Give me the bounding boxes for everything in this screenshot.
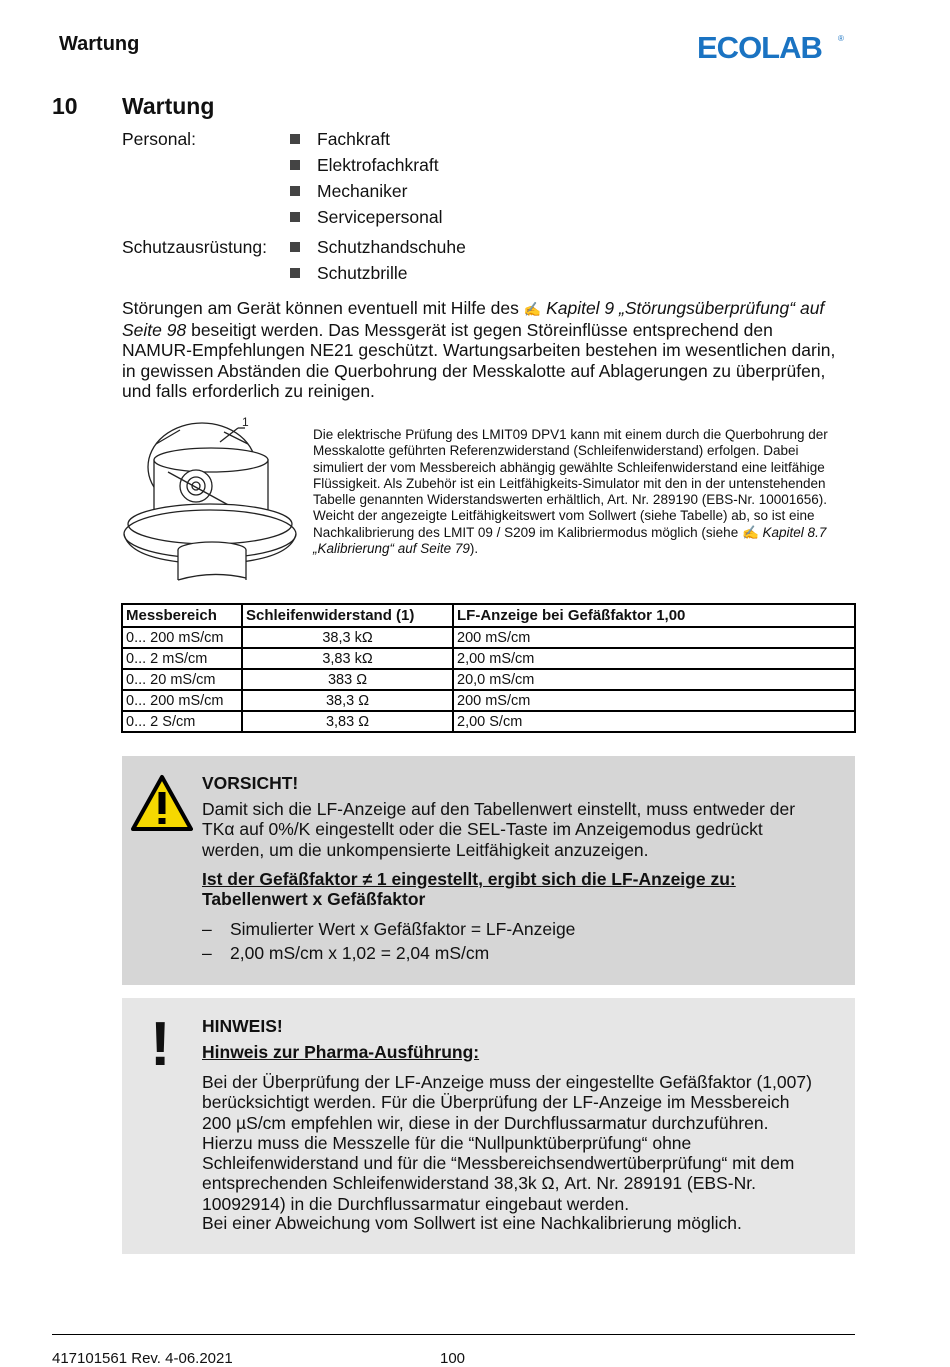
list-item: – 2,00 mS/cm x 1,02 = 2,04 mS/cm [202, 943, 490, 963]
chapter-link[interactable]: Kapitel 8.7 „Kalibrierung“ auf Seite 79 [313, 524, 827, 557]
ecolab-logo [697, 30, 845, 67]
sensor-figure [120, 412, 305, 589]
square-bullet-icon [290, 242, 300, 252]
list-item: – Simulierter Wert x Gefäßfaktor = LF-Anzeige [202, 919, 576, 939]
column-header: LF-Anzeige bei Gefäßfaktor 1,00 [453, 604, 855, 627]
figure-description: Die elektrische Prüfung des LMIT09 DPV1 kann mit einem durch die Querbohrung der Messkalotte geführten Referenzwiderstand (Schleifenwiderstand) erfolgen. Dabei simuliert der vom Messbereich abhängig gewählte Schleifenwiderstand eine leitfähige Flüssigkeit. Als Zubehör ist ein Leitfähigkeits-Simulator mit den in der untenstehenden Tabelle genannten Widerstandswerten erhältlich, Art. Nr. 289190 (EBS-Nr. 10001656). Weicht der angezeigte Leitfähigkeitswert vom Sollwert (siehe Tabelle) ab, so ist eine Nachkalibrierung des LMIT 09 / S209 im Kalibriermodus möglich (siehe ✍ Kapitel 8.7 „Kalibrierung“ auf Seite 79). [313, 427, 828, 557]
table-row: 0... 200 mS/cm 38,3 Ω 200 mS/cm [122, 690, 855, 711]
note-title: HINWEIS! [202, 1016, 283, 1036]
square-bullet-icon [290, 160, 300, 170]
exclamation-icon: ! [150, 1010, 171, 1079]
section-number: 10 [52, 93, 78, 119]
chapter-link[interactable]: Kapitel 9 „Störungsüberprüfung“ auf Seite 98 [122, 298, 825, 340]
note-subtitle: Hinweis zur Pharma-Ausführung: [202, 1042, 480, 1062]
caution-box [122, 756, 855, 985]
warning-triangle-icon [131, 774, 193, 832]
note-text-2: Bei einer Abweichung vom Sollwert ist eine Nachkalibrierung möglich. [202, 1213, 742, 1233]
caution-title: VORSICHT! [202, 773, 299, 793]
figure-callout: 1 [242, 415, 249, 429]
list-item: Schutzbrille [290, 262, 407, 284]
caution-sub-heading: Ist der Gefäßfaktor ≠ 1 eingestellt, ergibt sich die LF-Anzeige zu: [202, 869, 736, 889]
personal-label: Personal: [122, 129, 196, 149]
square-bullet-icon [290, 268, 300, 278]
footer-divider [52, 1334, 855, 1335]
list-item: Servicepersonal [290, 206, 442, 228]
caution-text: Damit sich die LF-Anzeige auf den Tabellenwert einstellt, muss entweder der TKα auf 0%/K eingestellt oder die SEL-Taste im Anzeigemodus gedrückt werden, um die unkompensierte Leitfähigkeit anzuzeigen. [202, 799, 796, 860]
cross-reference-icon: ✍ [523, 301, 542, 317]
list-item: Fachkraft [290, 128, 390, 150]
table-header-row [122, 604, 855, 627]
table-row: 0... 2 mS/cm 3,83 kΩ 2,00 mS/cm [122, 648, 855, 669]
square-bullet-icon [290, 186, 300, 196]
table-row: 0... 2 S/cm 3,83 Ω 2,00 S/cm [122, 711, 855, 732]
table-row: 0... 200 mS/cm 38,3 kΩ 200 mS/cm [122, 627, 855, 648]
table-row: 0... 20 mS/cm 383 Ω 20,0 mS/cm [122, 669, 855, 690]
schutz-label: Schutzausrüstung: [122, 237, 267, 257]
logo-text: ECOLAB [697, 30, 822, 62]
square-bullet-icon [290, 212, 300, 222]
intro-paragraph: Störungen am Gerät können eventuell mit Hilfe des ✍ Kapitel 9 „Störungsüberprüfung“ auf Seite 98 beseitigt werden. Das Messgerät ist gegen Störeinflüsse entsprechend den NAMUR-Empfehlungen NE21 geschützt. Wartungsarbeiten bestehen im wesentlichen darin, in gewissen Abständen die Querbohrung der Messkalotte auf Ablagerungen zu überprüfen, und falls erforderlich zu reinigen. [122, 298, 836, 401]
document-number: 417101561 Rev. 4-06.2021 [52, 1350, 233, 1367]
note-text: Bei der Überprüfung der LF-Anzeige muss der eingestellte Gefäßfaktor (1,007) berücksichtigt werden. Für die Überprüfung der LF-Anzeige im Messbereich 200 µS/cm empfehlen wir, diese in der Durchflussarmatur durchzuführen. Hierzu muss die Messzelle für die “Nullpunktüberprüfung“ ohne Schleifenwiderstand und für die “Messbereichsendwertüberprüfung“ mit dem entsprechenden Schleifenwiderstand 38,3k Ω, Art. Nr. 289191 (EBS-Nr. 10092914) in die Durchflussarmatur eingebaut werden. [202, 1072, 812, 1214]
caution-sub-line: Tabellenwert x Gefäßfaktor [202, 889, 426, 909]
note-box [122, 998, 855, 1254]
logo-reg: ® [838, 34, 844, 43]
column-header: Schleifenwiderstand (1) [242, 604, 453, 627]
page-number: 100 [440, 1350, 466, 1367]
list-item: Schutzhandschuhe [290, 236, 466, 258]
measurement-table [121, 603, 856, 733]
square-bullet-icon [290, 134, 300, 144]
column-header: Messbereich [122, 604, 242, 627]
cross-reference-icon: ✍ [741, 524, 759, 540]
header-title: Wartung [59, 33, 140, 55]
section-title: Wartung [122, 93, 215, 119]
list-item: Mechaniker [290, 180, 407, 202]
list-item: Elektrofachkraft [290, 154, 439, 176]
